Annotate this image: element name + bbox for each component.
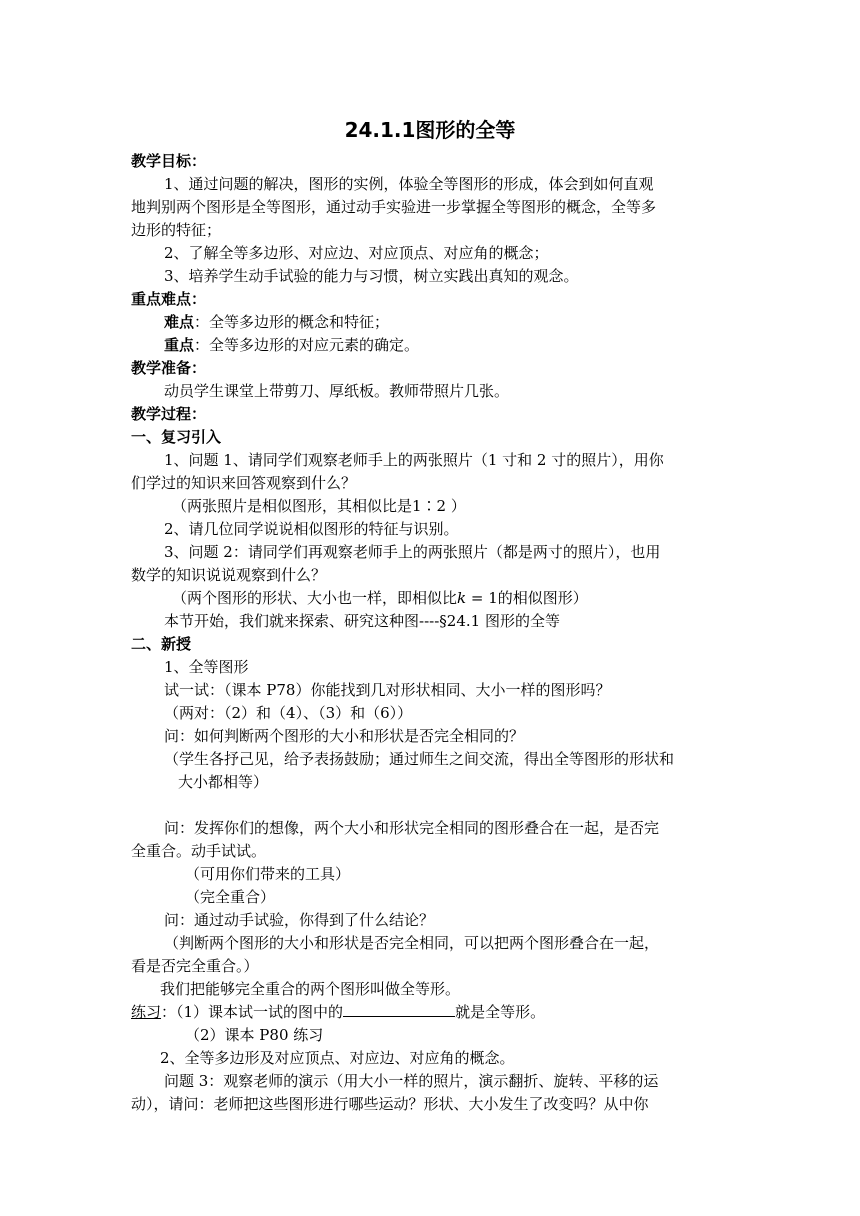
- question-4-line-b: 动），请问：老师把这些图形进行哪些运动？形状、大小发生了改变吗？从中你: [131, 1095, 649, 1113]
- congruent-definition: 我们把能够完全重合的两个图形叫做全等形。: [160, 980, 461, 998]
- goal-1-line-a: 1、通过问题的解决，图形的实例，体验全等图形的形成，体会到如何直观: [164, 175, 654, 193]
- difficulty-text: ：全等多边形的概念和特征；: [194, 313, 390, 331]
- exercise-label: 练习: [131, 1003, 162, 1021]
- answer-3-pre: （两个图形的形状、大小也一样，即相似比: [172, 589, 458, 607]
- prep-text: 动员学生课堂上带剪刀、厚纸板。教师带照片几张。: [164, 382, 510, 400]
- question-1-line-a: 1、问题 1、请同学们观察老师手上的两张照片（1 寸和 2 寸的照片），用你: [164, 451, 664, 469]
- exercise-1-pre: ：（1）课本试一试的图中的: [161, 1003, 344, 1021]
- process-heading: 教学过程：: [131, 405, 207, 423]
- part-2-heading: 二、新授: [131, 635, 192, 653]
- question-2: 2、请几位同学说说相似图形的特征与识别。: [164, 520, 459, 538]
- question-4-line-a: 问题 3：观察老师的演示（用大小一样的照片，演示翻折、旋转、平移的运: [164, 1072, 659, 1090]
- part-1-heading: 一、复习引入: [131, 428, 222, 446]
- prep-heading: 教学准备：: [131, 359, 207, 377]
- try-it-answer: （两对：（2）和（4）、（3）和（6））: [164, 704, 413, 722]
- section-intro: 本节开始，我们就来探索、研究这种图----§24.1 图形的全等: [164, 612, 560, 630]
- conclusion-answer-b: 看是否完全重合。）: [131, 957, 259, 975]
- key-label: 重点: [164, 336, 195, 354]
- exercise-1-post: 就是全等形。: [455, 1003, 546, 1021]
- key-text: ：全等多边形的对应元素的确定。: [194, 336, 420, 354]
- goal-3: 3、培养学生动手试验的能力与习惯，树立实践出真知的观念。: [164, 267, 579, 285]
- answer-3-variable: k: [457, 589, 467, 607]
- subsection-1: 1、全等图形: [164, 658, 249, 676]
- subsection-2: 2、全等多边形及对应顶点、对应边、对应角的概念。: [160, 1049, 515, 1067]
- key-line: [164, 334, 419, 356]
- exercise-2: （2）课本 P80 练习: [185, 1026, 324, 1044]
- question-judge: 问：如何判断两个图形的大小和形状是否完全相同的？: [164, 727, 525, 745]
- conclusion-answer-a: （判断两个图形的大小和形状是否完全相同，可以把两个图形叠合在一起，: [164, 934, 660, 952]
- question-3-line-b: 数学的知识说说观察到什么？: [131, 566, 327, 584]
- overlap-note: （完全重合）: [185, 888, 276, 906]
- answer-blank: [343, 1001, 455, 1017]
- question-1-line-b: 们学过的知识来回答观察到什么？: [131, 474, 357, 492]
- keypoints-heading: 重点难点：: [131, 290, 207, 308]
- question-judge-answer-b: 大小都相等）: [178, 773, 269, 791]
- goals-heading: 教学目标：: [131, 152, 207, 170]
- question-3-line-a: 3、问题 2：请同学们再观察老师手上的两张照片（都是两寸的照片），也用: [164, 543, 661, 561]
- question-judge-answer-a: （学生各抒己见，给予表扬鼓励；通过师生之间交流，得出全等图形的形状和: [164, 750, 675, 768]
- goal-1-line-c: 边形的特征；: [131, 221, 222, 239]
- question-imagine-a: 问：发挥你们的想像，两个大小和形状完全相同的图形叠合在一起，是否完: [164, 819, 660, 837]
- tool-note: （可用你们带来的工具）: [185, 865, 351, 883]
- answer-3: [172, 587, 588, 609]
- difficulty-label: 难点: [164, 313, 195, 331]
- exercise-1: [131, 1001, 545, 1023]
- goal-1-line-b: 地判别两个图形是全等图形，通过动手实验进一步掌握全等图形的概念，全等多: [131, 198, 657, 216]
- question-imagine-b: 全重合。动手试试。: [131, 842, 267, 860]
- try-it: 试一试：（课本 P78）你能找到几对形状相同、大小一样的图形吗？: [164, 681, 611, 699]
- answer-1: （两张照片是相似图形，其相似比是1∶2 ）: [172, 497, 466, 515]
- question-conclusion: 问：通过动手试验，你得到了什么结论？: [164, 911, 435, 929]
- difficulty-line: [164, 311, 389, 333]
- answer-3-post: = 1的相似图形）: [466, 589, 588, 607]
- goal-2: 2、了解全等多边形、对应边、对应顶点、对应角的概念；: [164, 244, 549, 262]
- page-title: 24.1.1图形的全等: [344, 118, 516, 142]
